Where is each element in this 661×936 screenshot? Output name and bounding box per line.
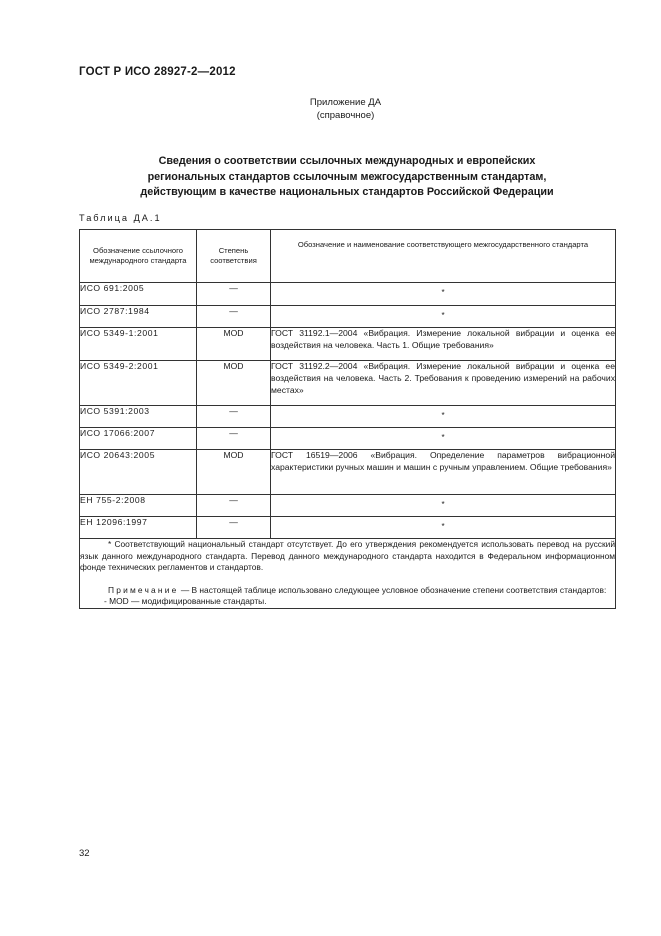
cell-reference: ИСО 2787:1984 [80,306,197,328]
note-item: - MOD — модифицированные стандарты. [104,596,267,607]
footnote: * Соответствующий национальный стандарт отсутствует. До его утверждения рекомендуется использовать перевод на русский язык данного международного стандарта. Перевод данного международного стандарта находится в Федеральном информационном фонде технических регламентов и стандартов. [80,539,615,573]
cell-national: * [271,283,616,306]
cell-national: * [271,406,616,428]
table-row [80,450,616,495]
cell-degree: — [197,283,271,306]
cell-reference: ИСО 5349-1:2001 [80,328,197,361]
document-code: ГОСТ Р ИСО 28927-2—2012 [79,66,236,78]
cell-degree: — [197,495,271,517]
cell-national: * [271,517,616,539]
cell-reference: ИСО 17066:2007 [80,428,197,450]
table-row [80,361,616,406]
header-degree: Степень соответствия [197,230,271,283]
cell-degree: MOD [197,328,271,361]
cell-reference: ИСО 691:2005 [80,283,197,306]
table-footer-row [80,539,616,609]
note-text: — В настоящей таблице использовано следующее условное обозначение степени соответствия стандартов: [180,584,607,595]
table-caption: Таблица ДА.1 [79,213,162,223]
cell-degree: MOD [197,361,271,406]
header-reference: Обозначение ссылочного международного стандарта [80,230,197,283]
cell-reference: ИСО 5349-2:2001 [80,361,197,406]
header-national: Обозначение и наименование соответствующего межгосударственного стандарта [271,230,616,283]
heading-line-1: Сведения о соответствии ссылочных международных и европейских [158,155,536,167]
table-row [80,283,616,306]
cell-degree: — [197,406,271,428]
cell-reference: ИСО 20643:2005 [80,450,197,495]
table-row [80,328,616,361]
table-row [80,406,616,428]
cell-national: * [271,428,616,450]
annex-title: Приложение ДА [309,97,382,108]
annex-header [0,96,661,122]
cell-degree: — [197,306,271,328]
page-number: 32 [79,848,90,859]
table-row [80,428,616,450]
section-heading [79,154,615,201]
table-footer [80,539,616,609]
cell-degree: MOD [197,450,271,495]
annex-type: (справочное) [316,110,375,121]
note-prefix: Примечание [108,584,179,595]
cell-national: * [271,306,616,328]
table-row [80,517,616,539]
note [80,585,615,597]
correspondence-table [79,229,616,609]
cell-degree: — [197,428,271,450]
cell-reference: ЕН 12096:1997 [80,517,197,539]
cell-national: ГОСТ 31192.2—2004 «Вибрация. Измерение локальной вибрации и оценка ее воздействия на человека. Часть 2. Требования к проведению измерений на рабочих местах» [271,361,616,406]
table-row [80,495,616,517]
cell-national: ГОСТ 16519—2006 «Вибрация. Определение параметров вибрационной характеристики ручных машин и машин с ручным управлением. Общие требования» [271,450,616,495]
cell-national: ГОСТ 31192.1—2004 «Вибрация. Измерение локальной вибрации и оценка ее воздействия на человека. Часть 1. Общие требования» [271,328,616,361]
table-row [80,306,616,328]
heading-line-2: региональных стандартов ссылочным межгосударственным стандартам, [147,170,547,183]
cell-degree: — [197,517,271,539]
table-header-row [80,230,616,283]
heading-line-3: действующим в качестве национальных стандартов Российской Федерации [140,186,554,198]
cell-reference: ЕН 755-2:2008 [80,495,197,517]
cell-national: * [271,495,616,517]
cell-reference: ИСО 5391:2003 [80,406,197,428]
